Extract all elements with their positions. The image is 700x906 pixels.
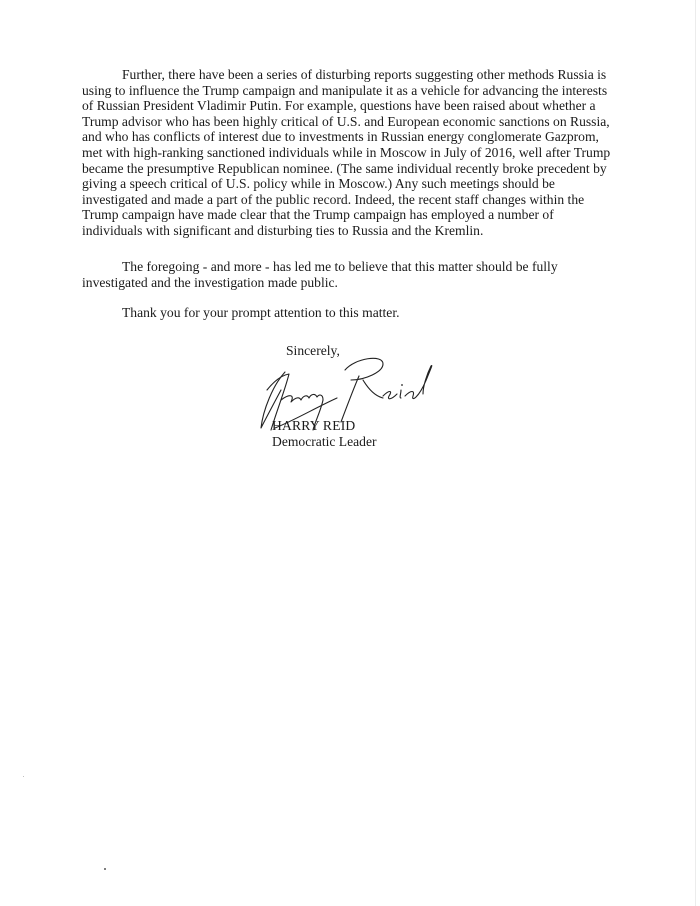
scan-speck	[104, 868, 106, 870]
text-line: The foregoing - and more - has led me to believe that this matter should be fully	[122, 259, 558, 274]
paragraph-thank-you	[82, 305, 642, 321]
signer-name: HARRY REID	[272, 418, 356, 433]
paragraph-foregoing	[82, 259, 642, 290]
signer-title: Democratic Leader	[272, 434, 377, 449]
paragraph-russia-reports	[82, 67, 642, 239]
text-line: investigated and made a part of the public record. Indeed, the recent staff changes within the	[82, 191, 585, 207]
text-line: became the presumptive Republican nominee. (The same individual recently broke precedent by	[82, 160, 607, 176]
text-line: of Russian President Vladimir Putin. For example, questions have been raised about whether a	[82, 98, 596, 114]
text-line: individuals with significant and disturbing ties to Russia and the Kremlin.	[82, 222, 484, 238]
scan-speck	[23, 776, 24, 777]
text-line: giving a speech critical of U.S. policy while in Moscow.) Any such meetings should be	[82, 176, 555, 192]
text-line: investigated and the investigation made public.	[82, 274, 338, 290]
text-line: met with high-ranking sanctioned individuals while in Moscow in July of 2016, well after Trump	[82, 144, 611, 160]
closing-salutation: Sincerely,	[286, 343, 340, 358]
text-line: Trump campaign have made clear that the Trump campaign has employed a number of	[82, 207, 554, 223]
text-line: Further, there have been a series of disturbing reports suggesting other methods Russia is	[122, 67, 607, 82]
text-line: Thank you for your prompt attention to this matter.	[122, 305, 400, 320]
text-line: and who has conflicts of interest due to investments in Russian energy conglomerate Gazprom,	[82, 129, 599, 145]
text-line: Trump advisor who has been highly critical of U.S. and European economic sanctions on Russia,	[82, 113, 610, 129]
text-line: using to influence the Trump campaign and manipulate it as a vehicle for advancing the interests	[82, 82, 608, 98]
page-edge-line	[695, 0, 696, 906]
